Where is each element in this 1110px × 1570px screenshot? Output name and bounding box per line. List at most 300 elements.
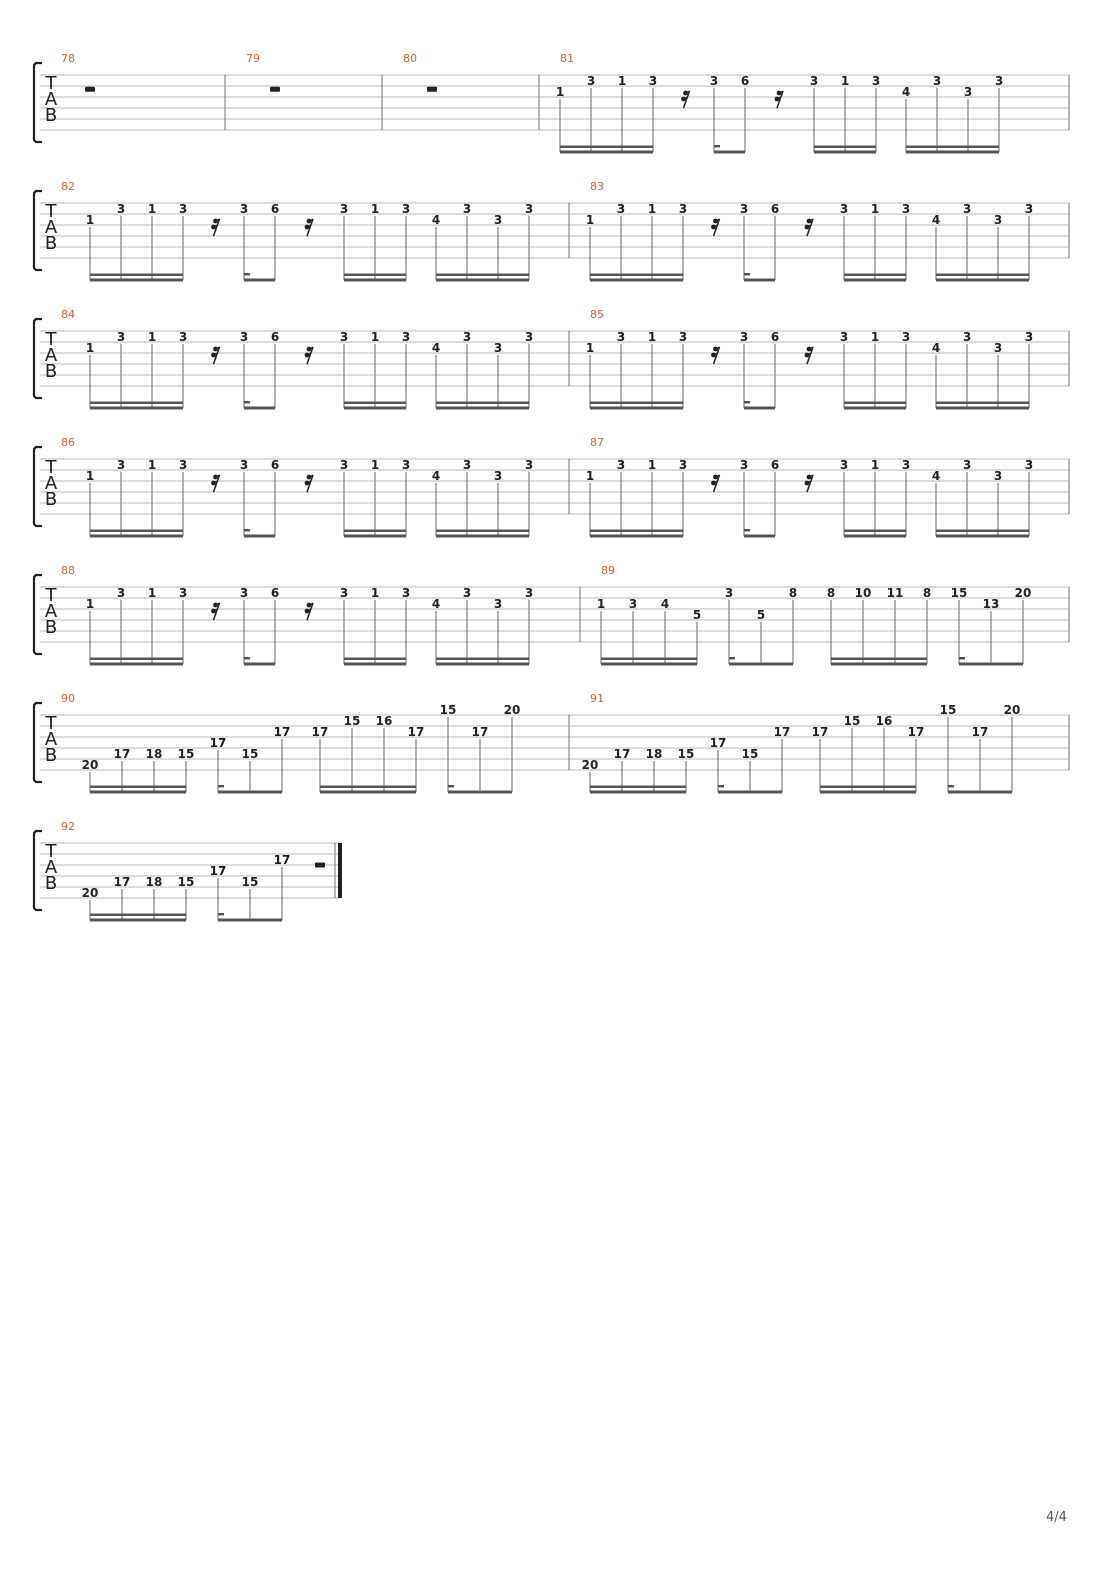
- fret-number: 8: [826, 586, 836, 600]
- fret-number: 3: [616, 458, 626, 472]
- fret-number: 3: [839, 202, 849, 216]
- fret-number: 15: [677, 747, 695, 761]
- fret-number: 1: [85, 213, 95, 227]
- measure-number: 80: [403, 52, 417, 65]
- beam: [344, 407, 406, 410]
- page-number: 4/4: [1046, 1510, 1067, 1525]
- fret-number: 3: [493, 469, 503, 483]
- fret-number: 1: [585, 213, 595, 227]
- tab-clef-letter: A: [44, 729, 58, 750]
- fret-number: 3: [993, 469, 1003, 483]
- fret-number: 3: [462, 330, 472, 344]
- beam: [90, 530, 183, 533]
- fret-number: 3: [901, 202, 911, 216]
- fret-number: 6: [270, 330, 280, 344]
- fret-number: 3: [401, 458, 411, 472]
- fret-number: 1: [647, 202, 657, 216]
- fret-number: 3: [709, 74, 719, 88]
- measure-number: 84: [61, 308, 75, 321]
- fret-number: 17: [113, 747, 131, 761]
- beam: [590, 407, 683, 410]
- beam-stub: [959, 657, 965, 660]
- fret-number: 3: [839, 458, 849, 472]
- fret-number: 3: [962, 202, 972, 216]
- fret-number: 3: [962, 330, 972, 344]
- fret-number: 17: [209, 864, 227, 878]
- fret-number: 3: [239, 202, 249, 216]
- tab-clef-letter: T: [45, 201, 57, 222]
- beam: [590, 279, 683, 282]
- fret-number: 3: [401, 330, 411, 344]
- fret-number: 6: [270, 202, 280, 216]
- beam: [436, 279, 529, 282]
- sixteenth-rest: [805, 219, 813, 236]
- fret-number: 17: [613, 747, 631, 761]
- tab-clef-letter: B: [44, 233, 58, 254]
- fret-number: 3: [963, 85, 973, 99]
- beam-stub: [729, 657, 735, 660]
- beam: [936, 530, 1029, 533]
- beam-stub: [714, 145, 720, 148]
- fret-number: 16: [875, 714, 893, 728]
- fret-number: 4: [431, 341, 441, 355]
- fret-number: 1: [370, 330, 380, 344]
- fret-number: 3: [401, 586, 411, 600]
- beam: [244, 663, 275, 666]
- fret-number: 3: [1024, 458, 1034, 472]
- fret-number: 11: [886, 586, 904, 600]
- fret-number: 3: [739, 458, 749, 472]
- measure-number: 86: [61, 436, 75, 449]
- beam: [831, 663, 927, 666]
- fret-number: 3: [116, 458, 126, 472]
- fret-number: 4: [931, 341, 941, 355]
- fret-number: 20: [1014, 586, 1032, 600]
- beam: [436, 663, 529, 666]
- fret-number: 1: [617, 74, 627, 88]
- beam-stub: [218, 913, 224, 916]
- fret-number: 3: [932, 74, 942, 88]
- beam: [820, 786, 916, 789]
- beam: [436, 530, 529, 533]
- fret-number: 17: [811, 725, 829, 739]
- tab-clef-letter: B: [44, 361, 58, 382]
- fret-number: 5: [756, 608, 766, 622]
- beam: [718, 791, 782, 794]
- beam: [218, 919, 282, 922]
- beam: [90, 535, 183, 538]
- sixteenth-rest: [805, 347, 813, 364]
- sixteenth-rest: [305, 475, 313, 492]
- tab-clef-letter: B: [44, 617, 58, 638]
- beam: [344, 535, 406, 538]
- beam: [814, 146, 876, 149]
- beam: [90, 791, 186, 794]
- fret-number: 17: [311, 725, 329, 739]
- fret-number: 1: [870, 202, 880, 216]
- fret-number: 15: [343, 714, 361, 728]
- beam: [244, 407, 275, 410]
- fret-number: 3: [462, 202, 472, 216]
- beam: [814, 151, 876, 154]
- beam-stub: [744, 401, 750, 404]
- tab-clef-letter: T: [45, 585, 57, 606]
- sixteenth-rest: [211, 219, 219, 236]
- measure-number: 88: [61, 564, 75, 577]
- beam-stub: [448, 785, 454, 788]
- fret-number: 15: [939, 703, 957, 717]
- fret-number: 3: [739, 330, 749, 344]
- sixteenth-rest: [775, 91, 783, 108]
- beam-stub: [744, 273, 750, 276]
- fret-number: 1: [585, 469, 595, 483]
- fret-number: 1: [147, 202, 157, 216]
- fret-number: 6: [270, 458, 280, 472]
- tab-clef-letter: A: [44, 473, 58, 494]
- fret-number: 3: [809, 74, 819, 88]
- beam: [344, 402, 406, 405]
- beam: [936, 274, 1029, 277]
- fret-number: 4: [431, 213, 441, 227]
- fret-number: 3: [339, 586, 349, 600]
- sixteenth-rest: [211, 603, 219, 620]
- measure-number: 87: [590, 436, 604, 449]
- beam: [744, 407, 775, 410]
- fret-number: 3: [628, 597, 638, 611]
- fret-number: 1: [147, 586, 157, 600]
- fret-number: 4: [660, 597, 670, 611]
- beam: [344, 530, 406, 533]
- fret-number: 3: [586, 74, 596, 88]
- fret-number: 17: [209, 736, 227, 750]
- beam: [90, 663, 183, 666]
- tab-clef-letter: A: [44, 857, 58, 878]
- fret-number: 3: [1024, 202, 1034, 216]
- fret-number: 15: [843, 714, 861, 728]
- whole-rest: [85, 87, 95, 92]
- fret-number: 3: [648, 74, 658, 88]
- beam: [90, 402, 183, 405]
- fret-number: 3: [739, 202, 749, 216]
- fret-number: 15: [241, 875, 259, 889]
- measure-number: 90: [61, 692, 75, 705]
- fret-number: 3: [116, 202, 126, 216]
- beam: [90, 786, 186, 789]
- beam: [844, 402, 906, 405]
- measure-number: 83: [590, 180, 604, 193]
- fret-number: 15: [439, 703, 457, 717]
- fret-number: 3: [678, 202, 688, 216]
- beam: [320, 786, 416, 789]
- beam: [436, 535, 529, 538]
- fret-number: 1: [85, 597, 95, 611]
- fret-number: 4: [931, 469, 941, 483]
- fret-number: 3: [524, 202, 534, 216]
- beam: [744, 535, 775, 538]
- measure-number: 81: [560, 52, 574, 65]
- fret-number: 3: [524, 586, 534, 600]
- beam: [590, 535, 683, 538]
- beam: [560, 146, 653, 149]
- whole-rest: [427, 87, 437, 92]
- measure-number: 79: [246, 52, 260, 65]
- fret-number: 3: [178, 458, 188, 472]
- beam: [959, 663, 1023, 666]
- beam: [320, 791, 416, 794]
- measure-number: 89: [601, 564, 615, 577]
- fret-number: 3: [962, 458, 972, 472]
- beam: [218, 791, 282, 794]
- fret-number: 3: [901, 458, 911, 472]
- fret-number: 17: [709, 736, 727, 750]
- beam: [560, 151, 653, 154]
- fret-number: 3: [678, 458, 688, 472]
- fret-number: 16: [375, 714, 393, 728]
- fret-number: 3: [616, 202, 626, 216]
- beam: [844, 530, 906, 533]
- fret-number: 4: [901, 85, 911, 99]
- fret-number: 3: [401, 202, 411, 216]
- beam: [344, 658, 406, 661]
- fret-number: 3: [462, 586, 472, 600]
- beam: [590, 530, 683, 533]
- beam: [244, 279, 275, 282]
- fret-number: 15: [177, 875, 195, 889]
- beam: [844, 274, 906, 277]
- fret-number: 3: [839, 330, 849, 344]
- beam: [90, 279, 183, 282]
- fret-number: 3: [493, 341, 503, 355]
- tab-clef-letter: B: [44, 105, 58, 126]
- beam-stub: [948, 785, 954, 788]
- fret-number: 1: [585, 341, 595, 355]
- fret-number: 4: [431, 469, 441, 483]
- fret-number: 6: [770, 330, 780, 344]
- fret-number: 17: [273, 853, 291, 867]
- fret-number: 3: [993, 341, 1003, 355]
- measure-number: 82: [61, 180, 75, 193]
- beam: [714, 151, 745, 154]
- fret-number: 20: [503, 703, 521, 717]
- sixteenth-rest: [805, 475, 813, 492]
- tab-clef-letter: B: [44, 873, 58, 894]
- beam: [729, 663, 793, 666]
- fret-number: 3: [994, 74, 1004, 88]
- measure-number: 85: [590, 308, 604, 321]
- fret-number: 1: [147, 458, 157, 472]
- fret-number: 17: [971, 725, 989, 739]
- fret-number: 3: [239, 586, 249, 600]
- fret-number: 6: [770, 458, 780, 472]
- fret-number: 20: [81, 886, 99, 900]
- beam: [90, 274, 183, 277]
- fret-number: 17: [471, 725, 489, 739]
- fret-number: 3: [178, 586, 188, 600]
- tab-clef-letter: T: [45, 457, 57, 478]
- fret-number: 3: [993, 213, 1003, 227]
- beam: [936, 402, 1029, 405]
- fret-number: 17: [273, 725, 291, 739]
- tab-clef-letter: A: [44, 89, 58, 110]
- sixteenth-rest: [211, 347, 219, 364]
- beam: [436, 407, 529, 410]
- sixteenth-rest: [305, 347, 313, 364]
- fret-number: 1: [85, 341, 95, 355]
- beam: [844, 407, 906, 410]
- fret-number: 1: [370, 458, 380, 472]
- tab-clef-letter: A: [44, 217, 58, 238]
- beam: [344, 663, 406, 666]
- beam: [831, 658, 927, 661]
- fret-number: 15: [177, 747, 195, 761]
- beam: [820, 791, 916, 794]
- fret-number: 3: [339, 458, 349, 472]
- fret-number: 8: [922, 586, 932, 600]
- tab-clef-letter: B: [44, 745, 58, 766]
- whole-rest: [315, 863, 325, 868]
- sixteenth-rest: [211, 475, 219, 492]
- beam-stub: [244, 529, 250, 532]
- beam: [744, 279, 775, 282]
- beam: [90, 658, 183, 661]
- fret-number: 3: [616, 330, 626, 344]
- beam-stub: [744, 529, 750, 532]
- fret-number: 17: [407, 725, 425, 739]
- beam: [590, 274, 683, 277]
- fret-number: 8: [788, 586, 798, 600]
- fret-number: 1: [596, 597, 606, 611]
- fret-number: 6: [740, 74, 750, 88]
- beam: [344, 274, 406, 277]
- tab-clef-letter: T: [45, 713, 57, 734]
- beam: [601, 663, 697, 666]
- fret-number: 1: [647, 330, 657, 344]
- fret-number: 3: [178, 330, 188, 344]
- fret-number: 17: [113, 875, 131, 889]
- beam: [936, 279, 1029, 282]
- fret-number: 3: [524, 330, 534, 344]
- measure-number: 78: [61, 52, 75, 65]
- beam: [448, 791, 512, 794]
- tab-clef-letter: T: [45, 73, 57, 94]
- fret-number: 3: [493, 213, 503, 227]
- whole-rest: [270, 87, 280, 92]
- beam-stub: [244, 657, 250, 660]
- fret-number: 3: [678, 330, 688, 344]
- beam: [590, 786, 686, 789]
- fret-number: 15: [241, 747, 259, 761]
- fret-number: 10: [854, 586, 872, 600]
- fret-number: 17: [773, 725, 791, 739]
- fret-number: 1: [85, 469, 95, 483]
- sixteenth-rest: [711, 219, 719, 236]
- fret-number: 20: [581, 758, 599, 772]
- beam: [90, 914, 186, 917]
- fret-number: 3: [339, 330, 349, 344]
- beam-stub: [218, 785, 224, 788]
- fret-number: 4: [431, 597, 441, 611]
- fret-number: 15: [950, 586, 968, 600]
- sixteenth-rest: [711, 347, 719, 364]
- beam-stub: [244, 273, 250, 276]
- fret-number: 18: [645, 747, 663, 761]
- fret-number: 3: [462, 458, 472, 472]
- tab-clef-letter: T: [45, 329, 57, 350]
- tab-clef-letter: A: [44, 345, 58, 366]
- beam: [344, 279, 406, 282]
- fret-number: 17: [907, 725, 925, 739]
- fret-number: 6: [270, 586, 280, 600]
- sixteenth-rest: [681, 91, 689, 108]
- fret-number: 20: [1003, 703, 1021, 717]
- tab-clef-letter: B: [44, 489, 58, 510]
- beam: [906, 151, 999, 154]
- beam: [90, 407, 183, 410]
- fret-number: 1: [147, 330, 157, 344]
- fret-number: 1: [370, 202, 380, 216]
- measure-number: 91: [590, 692, 604, 705]
- fret-number: 5: [692, 608, 702, 622]
- sixteenth-rest: [711, 475, 719, 492]
- beam: [936, 535, 1029, 538]
- fret-number: 1: [840, 74, 850, 88]
- beam: [601, 658, 697, 661]
- beam: [90, 919, 186, 922]
- fret-number: 1: [370, 586, 380, 600]
- beam: [844, 279, 906, 282]
- fret-number: 3: [239, 330, 249, 344]
- fret-number: 20: [81, 758, 99, 772]
- fret-number: 3: [901, 330, 911, 344]
- beam: [244, 535, 275, 538]
- fret-number: 1: [647, 458, 657, 472]
- tab-clef-letter: A: [44, 601, 58, 622]
- beam: [436, 658, 529, 661]
- beam: [936, 407, 1029, 410]
- beam-stub: [244, 401, 250, 404]
- fret-number: 3: [239, 458, 249, 472]
- beam: [436, 274, 529, 277]
- fret-number: 1: [870, 330, 880, 344]
- beam: [590, 791, 686, 794]
- fret-number: 4: [931, 213, 941, 227]
- beam: [948, 791, 1012, 794]
- fret-number: 18: [145, 747, 163, 761]
- fret-number: 3: [116, 586, 126, 600]
- beam: [906, 146, 999, 149]
- fret-number: 3: [178, 202, 188, 216]
- sixteenth-rest: [305, 219, 313, 236]
- fret-number: 3: [724, 586, 734, 600]
- fret-number: 3: [116, 330, 126, 344]
- fret-number: 3: [493, 597, 503, 611]
- fret-number: 1: [870, 458, 880, 472]
- fret-number: 6: [770, 202, 780, 216]
- fret-number: 1: [555, 85, 565, 99]
- fret-number: 3: [871, 74, 881, 88]
- beam: [590, 402, 683, 405]
- fret-number: 18: [145, 875, 163, 889]
- fret-number: 3: [1024, 330, 1034, 344]
- fret-number: 13: [982, 597, 1000, 611]
- fret-number: 15: [741, 747, 759, 761]
- tab-clef-letter: T: [45, 841, 57, 862]
- fret-number: 3: [524, 458, 534, 472]
- sixteenth-rest: [305, 603, 313, 620]
- measure-number: 92: [61, 820, 75, 833]
- beam-stub: [718, 785, 724, 788]
- fret-number: 3: [339, 202, 349, 216]
